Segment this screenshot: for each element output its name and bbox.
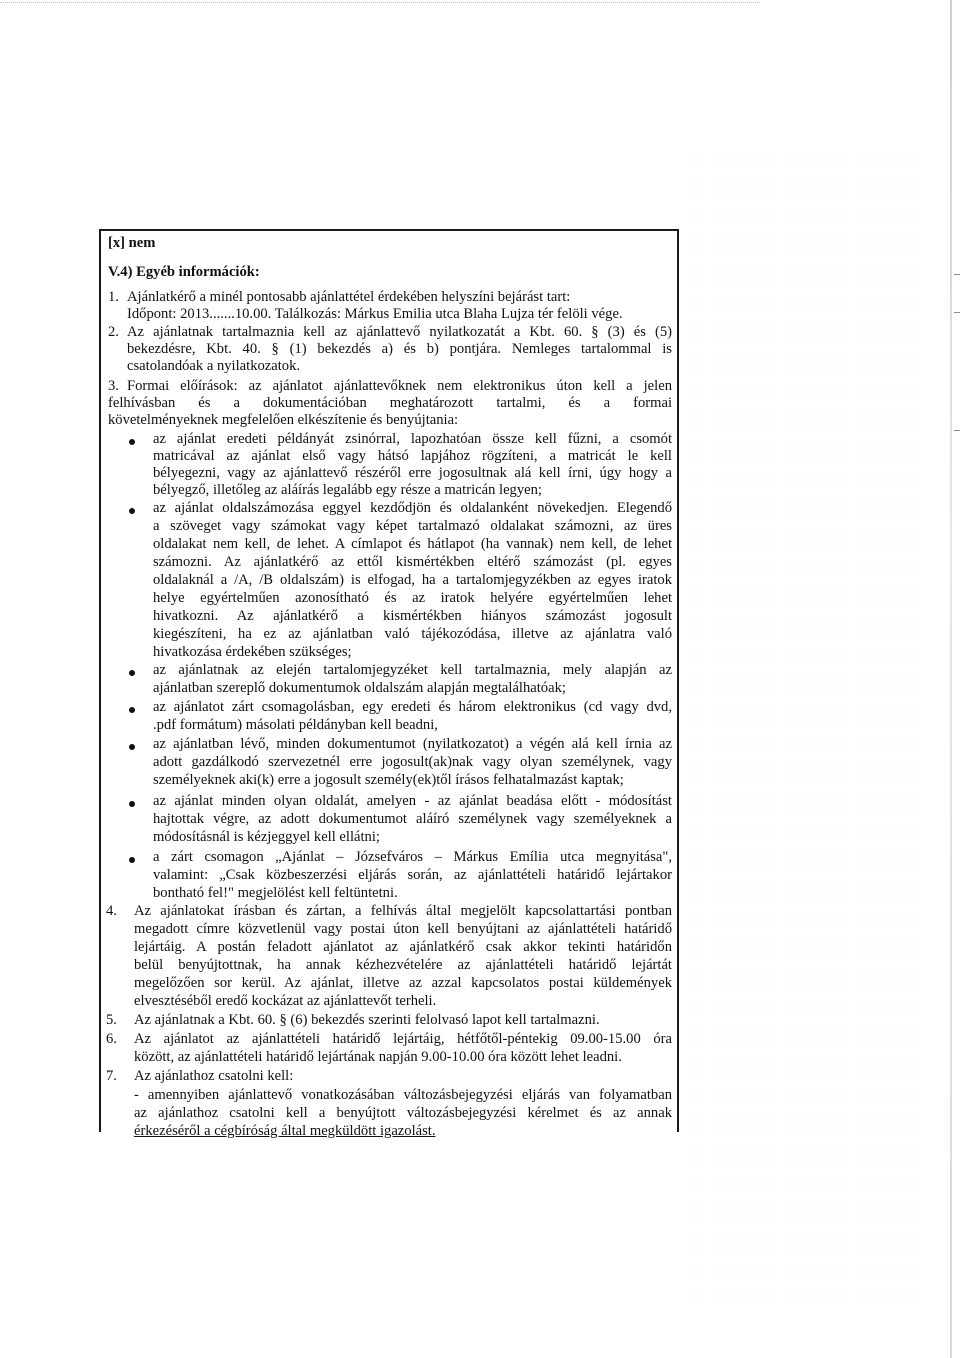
item-number: 7. [106, 1068, 117, 1084]
item-number: 4. [106, 903, 117, 919]
item-number: 6. [106, 1031, 117, 1047]
section-title: V.4) Egyéb információk: [108, 264, 260, 280]
bullet-dot [129, 801, 135, 807]
bullet-dot [129, 744, 135, 750]
item6-line: között, az ajánlattételi határidő lejártának napján 9.00-10.00 óra között lehet leadni. [134, 1049, 622, 1065]
bullet-line: az ajánlatban lévő, minden dokumentumot (nyilatkozatot) a végén alá kell írnia az [153, 736, 672, 752]
bullet-line: ajánlatban szereplő dokumentumok oldalszám alapján megtalálhatóak; [153, 680, 566, 696]
item7-line: érkezéséről a cégbíróság által megküldött igazolást. [134, 1123, 436, 1139]
bullet-line: oldalakat nem kell, de lehet. A címlapot és hátlapot (ha vannak) nem kell, de lehet [153, 536, 672, 552]
scan-edge-mark [954, 430, 960, 431]
bullet-line: számozni. Az ajánlatkérő az ettől kismértékben eltérő számozást (pl. egyes [153, 554, 672, 570]
bullet-line: valamint: „Csak közbeszerzési eljárás során, az ajánlattételi határidő lejártakor [153, 867, 672, 883]
item3-line: Formai előírások: az ajánlatot ajánlattevőknek nem elektronikus úton kell a jelen [127, 378, 672, 394]
bullet-line: matricával az ajánlat első vagy hátsó lapjához rögzíteni, a matricát le kell [153, 448, 672, 464]
item2-line: csatolandóak a nyilatkozatok. [127, 358, 301, 374]
item-number: 1. [108, 289, 119, 305]
bullet-line: hivatkozása érdekében szükséges; [153, 644, 352, 660]
bullet-line: hajtottak végre, az adott dokumentumot aláíró személynek vagy személyeknek a [153, 811, 672, 827]
bullet-line: személyeknek aki(k) erre a jogosult személy(ek)től írásos felhatalmazást kaptak; [153, 772, 624, 788]
bullet-line: a zárt csomagon „Ajánlat – Józsefváros – Márkus Emília utca megnyitása", [153, 849, 672, 865]
item-number: 5. [106, 1012, 117, 1028]
bullet-dot [129, 707, 135, 713]
item7-line: az ajánlathoz csatolni kell a benyújtott változásbejegyzési kérelmet és az annak [134, 1105, 672, 1121]
bullet-dot [129, 439, 135, 445]
item3-line: követelményeknek megfelelően elkészítenie és benyújtania: [108, 412, 459, 428]
bullet-line: módosításnál is kézjeggyel kell ellátni; [153, 829, 380, 845]
scan-edge-mark [954, 312, 960, 313]
item2-line: bekezdésre, Kbt. 40. § (1) bekezdés a) és b) pontjára. Nemleges tartalommal is [127, 341, 672, 357]
bullet-line: bélyegző, illetőleg az aláírás legalább egy része a matricán legyen; [153, 482, 542, 498]
item4-line: belül benyújtottnak, ha annak kézhezvételére az ajánlattételi határidő lejártát [134, 957, 672, 973]
bullet-line: az ajánlat minden olyan oldalát, amelyen - az ajánlat beadása előtt - módosítást [153, 793, 672, 809]
item4-line: lejártáig. A postán feladott ajánlatot az ajánlatkérő csak akkor tekinti határidőn [134, 939, 672, 955]
item2-line: Az ajánlatnak tartalmaznia kell az ajánlattevő nyilatkozatát a Kbt. 60. § (3) és (5) [127, 324, 672, 340]
scan-top-artifact [0, 2, 760, 3]
bullet-line: az ajánlat eredeti példányát zsinórral, lapozhatóan össze kell fűzni, a csomót [153, 431, 672, 447]
item7-line: Az ajánlathoz csatolni kell: [134, 1068, 294, 1084]
item-number: 2. [108, 324, 119, 340]
bullet-dot [129, 857, 135, 863]
option-nem: [x] nem [108, 235, 156, 251]
bullet-line: az ajánlatnak az elején tartalomjegyzéket kell tartalmaznia, mely alapján az [153, 662, 672, 678]
item-number: 3. [108, 378, 119, 394]
bullet-line: adott gazdálkodó szervezetnél erre jogosult(ak)nak vagy olyan személynek, vagy [153, 754, 672, 770]
item1-line: Ajánlatkérő a minél pontosabb ajánlattétel érdekében helyszíni bejárást tart: [127, 289, 571, 305]
scan-edge-mark [954, 274, 960, 275]
item4-line: Az ajánlatokat írásban és zártan, a felhívás által megjelölt kapcsolattartási pontban [134, 903, 672, 919]
scan-right-edge [950, 0, 952, 1358]
bullet-line: oldalaknál a /A, /B oldalszám) is elfogad, ha a tartalomjegyzékben az egyes iratok [153, 572, 672, 588]
bullet-line: az ajánlat oldalszámozása eggyel kezdődjön és oldalanként növekedjen. Elegendő [153, 500, 672, 516]
item4-line: megadott címre közvetlenül vagy postai úton kell benyújtani az ajánlattételi határidő [134, 921, 672, 937]
item1-line: Időpont: 2013.......10.00. Találkozás: Márkus Emilia utca Blaha Lujza tér felöli vége. [127, 306, 623, 322]
item6-line: Az ajánlatot az ajánlattételi határidő lejártáig, hétfőtől-péntekig 09.00-15.00 óra [134, 1031, 672, 1047]
item4-line: elvesztéséből eredő kockázat az ajánlattevőt terheli. [134, 993, 437, 1009]
bullet-dot [129, 670, 135, 676]
item5-line: Az ajánlatnak a Kbt. 60. § (6) bekezdés szerinti felolvasó lapot kell tartalmazni. [134, 1012, 600, 1028]
bullet-line: az ajánlatot zárt csomagolásban, egy eredeti és három elektronikus (cd vagy dvd, [153, 699, 672, 715]
item3-line: felhívásban és a dokumentációban meghatározott tartalmi, és a formai [108, 395, 672, 411]
bullet-line: bélyegezni, vagy az ajánlattevő részéről erre jogosultnak alá kell írni, úgy hogy a [153, 465, 672, 481]
bullet-line: a szöveget vagy számokat vagy képet tartalmazó oldalakat számozni, az üres [153, 518, 672, 534]
item7-line: - amennyiben ajánlattevő vonatkozásában változásbejegyzési eljárás van folyamatban [134, 1087, 672, 1103]
bullet-line: kiegészíteni, ha ez az ajánlatban való tájékozódása, illetve az ajánlatra való [153, 626, 672, 642]
bullet-line: bontható fel!" megjelölést kell feltüntetni. [153, 885, 398, 901]
bullet-dot [129, 508, 135, 514]
scan-noise-area [690, 150, 920, 1300]
bullet-line: helye egyértelműen azonosítható és az iratok helyére egyértelműen lehet [153, 590, 672, 606]
item4-line: megelőzően sor kerül. Az ajánlat, illetve az azzal kapcsolatos postai küldemények [134, 975, 672, 991]
bullet-line: hivatkozni. Az ajánlatkérő a kismértékben hiányos számozást jogosult [153, 608, 672, 624]
bullet-line: .pdf formátum) másolati példányban kell beadni, [153, 717, 438, 733]
